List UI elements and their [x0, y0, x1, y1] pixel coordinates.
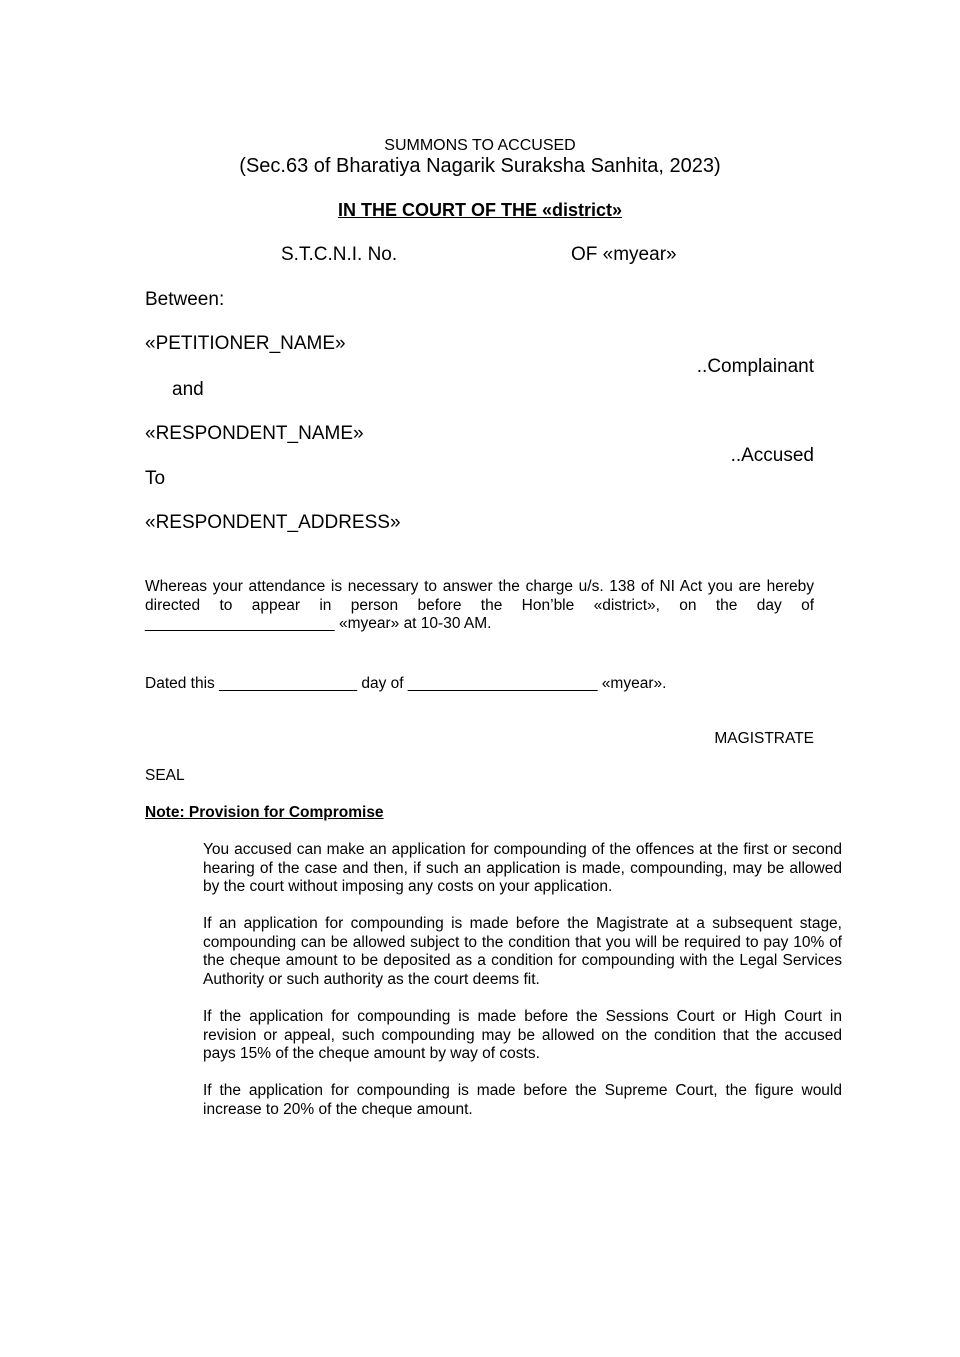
magistrate-label: MAGISTRATE [714, 730, 814, 747]
respondent-address: «RESPONDENT_ADDRESS» [145, 512, 401, 533]
and-label: and [172, 379, 204, 400]
accused-label: ..Accused [730, 445, 814, 466]
to-label: To [145, 468, 166, 489]
petitioner-name: «PETITIONER_NAME» [145, 333, 346, 354]
note-paragraph: If the application for compounding is made before the Supreme Court, the figure would increase to 20% of the cheque amount. [203, 1082, 842, 1118]
complainant-label: ..Complainant [696, 356, 814, 377]
dated-line: Dated this ________________ day of ______________________ «myear». [145, 675, 667, 692]
document-subtitle: (Sec.63 of Bharatiya Nagarik Suraksha Sanhita, 2023) [239, 155, 721, 177]
note-heading: Note: Provision for Compromise [145, 804, 384, 821]
case-number-label: S.T.C.N.I. No. [281, 244, 398, 265]
document-title: SUMMONS TO ACCUSED [384, 137, 576, 154]
note-paragraph: If an application for compounding is made before the Magistrate at a subsequent stage, compounding can be allowed subject to the condition that you will be required to pay 10% of the cheque amount to be deposited as a condition for compounding with the Legal Services Authority or such authority as the court deems fit. [203, 915, 842, 988]
seal-label: SEAL [145, 767, 185, 784]
note-paragraph: You accused can make an application for compounding of the offences at the first or second hearing of the case and then, if such an application is made, compounding, may be allowed by the court without imposing any costs on your application. [203, 841, 842, 895]
case-year-label: OF «myear» [571, 244, 677, 265]
court-heading: IN THE COURT OF THE «district» [337, 200, 623, 220]
respondent-name: «RESPONDENT_NAME» [145, 423, 364, 444]
whereas-paragraph: Whereas your attendance is necessary to answer the charge u/s. 138 of NI Act you are hereby directed to appear in person before the Hon’ble «district», on the day of ______________________ «myear» at 10-30 AM. [145, 578, 814, 632]
between-label: Between: [145, 289, 225, 310]
note-paragraph: If the application for compounding is made before the Sessions Court or High Court in revision or appeal, such compounding may be allowed on the condition that the accused pays 15% of the cheque amount by way of costs. [203, 1008, 842, 1062]
